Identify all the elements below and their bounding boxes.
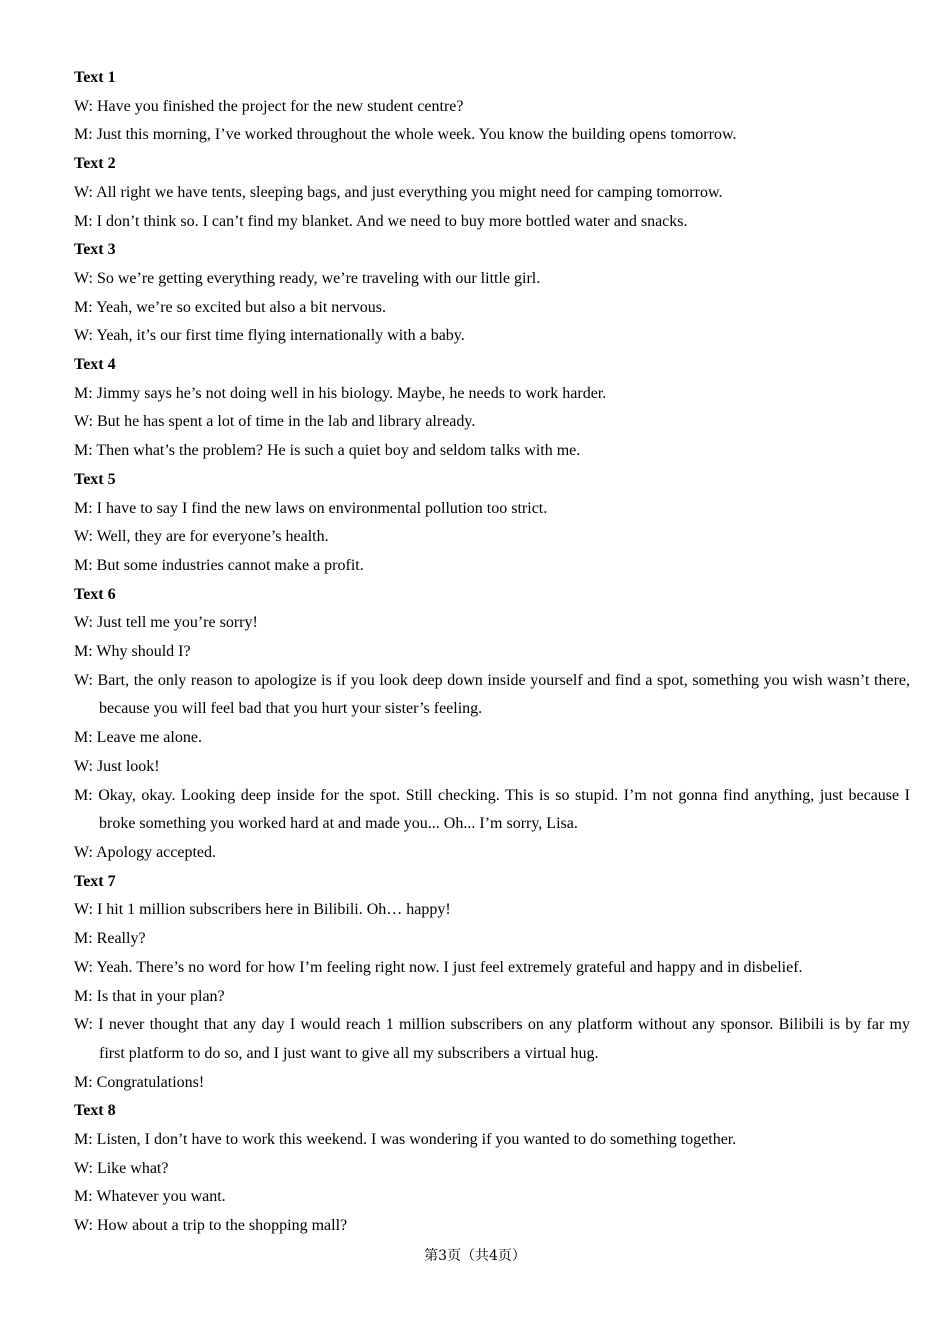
dialogue-section — [74, 150, 910, 236]
dialogue-line: W: Yeah, it’s our first time flying internationally with a baby. — [74, 327, 465, 345]
dialogue-section — [74, 64, 910, 150]
dialogue-line: M: Then what’s the problem? He is such a quiet boy and seldom talks with me. — [74, 442, 581, 460]
dialogue-line: M: Yeah, we’re so excited but also a bit nervous. — [74, 298, 386, 316]
section-heading: Text 4 — [74, 356, 116, 374]
dialogue-line: M: I have to say I find the new laws on environmental pollution too strict. — [74, 499, 548, 517]
dialogue-line: W: All right we have tents, sleeping bags, and just everything you might need for camping tomorrow. — [74, 183, 723, 201]
dialogue-section — [74, 466, 910, 581]
dialogue-line: W: But he has spent a lot of time in the lab and library already. — [74, 413, 476, 431]
dialogue-line: W: Just tell me you’re sorry! — [74, 614, 258, 632]
dialogue-line: W: Bart, the only reason to apologize is if you look deep down inside yourself and find a spot, something you wish wasn’t there, because you will feel bad that you hurt your sister’s feeling. — [74, 671, 910, 718]
section-heading: Text 7 — [74, 872, 116, 890]
dialogue-line: M: Listen, I don’t have to work this weekend. I was wondering if you wanted to do something together. — [74, 1131, 737, 1149]
dialogue-line: M: I don’t think so. I can’t find my blanket. And we need to buy more bottled water and snacks. — [74, 212, 688, 230]
dialogue-line: W: Apology accepted. — [74, 843, 217, 861]
document-body — [74, 64, 910, 1241]
section-heading: Text 2 — [74, 155, 116, 173]
dialogue-line: M: Congratulations! — [74, 1073, 205, 1091]
dialogue-line: M: Really? — [74, 930, 146, 948]
dialogue-section — [74, 581, 910, 868]
dialogue-line: W: I never thought that any day I would reach 1 million subscribers on any platform without any sponsor. Bilibili is by far my first platform to do so, and I just want to give all my subscribers a virtual hug. — [74, 1016, 910, 1062]
section-heading: Text 1 — [74, 69, 116, 86]
dialogue-line: W: Have you finished the project for the new student centre? — [74, 97, 464, 115]
dialogue-line: W: I hit 1 million subscribers here in Bilibili. Oh… happy! — [74, 901, 451, 919]
dialogue-line: W: Yeah. There’s no word for how I’m feeling right now. I just feel extremely grateful and happy and in disbelief. — [74, 958, 803, 976]
dialogue-section — [74, 1097, 910, 1241]
dialogue-line: M: Is that in your plan? — [74, 987, 225, 1005]
page-footer: 第3页（共4页） — [424, 1248, 526, 1264]
dialogue-line: W: Well, they are for everyone’s health. — [74, 528, 329, 546]
dialogue-line: W: So we’re getting everything ready, we’re traveling with our little girl. — [74, 269, 541, 287]
dialogue-section — [74, 351, 910, 466]
dialogue-line: M: Just this morning, I’ve worked throughout the whole week. You know the building opens tomorrow. — [74, 126, 737, 144]
dialogue-line: M: But some industries cannot make a profit. — [74, 556, 364, 574]
dialogue-line: W: Just look! — [74, 757, 160, 775]
dialogue-line: M: Why should I? — [74, 643, 191, 661]
dialogue-line: M: Jimmy says he’s not doing well in his biology. Maybe, he needs to work harder. — [74, 384, 607, 402]
dialogue-line: M: Leave me alone. — [74, 729, 202, 747]
section-heading: Text 8 — [74, 1102, 116, 1120]
section-heading: Text 6 — [74, 585, 116, 603]
dialogue-section — [74, 868, 910, 1098]
dialogue-line: W: Like what? — [74, 1159, 169, 1177]
dialogue-line: M: Okay, okay. Looking deep inside for the spot. Still checking. This is so stupid. I’m not gonna find anything, just because I broke something you worked hard at and made you... Oh... I’m sorry, Lisa. — [74, 786, 910, 833]
dialogue-line: W: How about a trip to the shopping mall? — [74, 1217, 348, 1235]
dialogue-section — [74, 236, 910, 351]
section-heading: Text 5 — [74, 470, 116, 488]
section-heading: Text 3 — [74, 241, 116, 259]
dialogue-line: M: Whatever you want. — [74, 1188, 226, 1206]
